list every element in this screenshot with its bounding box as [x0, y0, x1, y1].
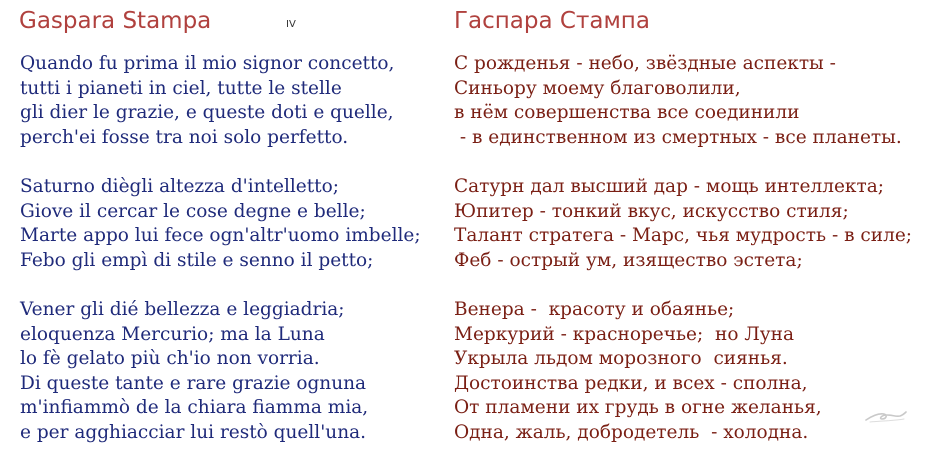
poem-line: perch'ei fosse tra noi solo perfetto.	[20, 126, 349, 148]
poem-line: lo fè gelato più ch'io non vorria.	[20, 348, 320, 370]
signature-mark	[862, 404, 910, 426]
poem-line: Saturno diègli altezza d'intelletto;	[20, 175, 339, 197]
poem-number: IV	[286, 19, 296, 30]
poem-line: e per agghiacciar lui restò quell'una.	[20, 421, 367, 443]
poem-line: Di queste tante e rare grazie ognuna	[20, 372, 367, 394]
poem-line: Феб - острый ум, изящество эстета;	[454, 249, 803, 271]
russian-poem	[454, 52, 912, 446]
stanza-gap	[454, 273, 912, 298]
poem-line: С рожденья - небо, звёздные аспекты -	[454, 53, 836, 74]
poem-line: Vener gli dié bellezza e leggiadria;	[20, 298, 345, 320]
poem-line: Достоинства редки, и всех - сполна,	[454, 372, 808, 394]
poem-line: Одна, жаль, добродетель - холодна.	[454, 421, 809, 443]
poem-line: eloquenza Mercurio; ma la Luna	[20, 323, 325, 345]
poem-line: Синьору моему благоволили,	[454, 77, 741, 99]
stanza-gap	[20, 273, 421, 298]
poem-line: Marte appo lui fece ogn'altr'uomo imbelle;	[20, 225, 421, 247]
stanza-gap	[20, 150, 421, 175]
poem-line: Quando fu prima il mio signor concetto,	[20, 53, 395, 74]
poem-line: Укрыла льдом морозного сиянья.	[454, 348, 788, 370]
poem-line: - в единственном из смертных - все планеты.	[454, 126, 902, 148]
poem-line: Меркурий - красноречье; но Луна	[454, 323, 795, 345]
stanza-gap	[454, 150, 912, 175]
poem-line: gli dier le grazie, e queste doti e quelle,	[20, 102, 394, 124]
poem-line: Венера - красоту и обаянье;	[454, 298, 735, 320]
poem-line: Сатурн дал высший дар - мощь интеллекта;	[454, 175, 884, 197]
poem-line: m'infiammò de la chiara fiamma mia,	[20, 397, 369, 419]
poem-line: Талант стратега - Марс, чья мудрость - в силе;	[454, 225, 913, 247]
poem-line: Giove il cercar le cose degne e belle;	[20, 200, 366, 222]
poem-line: в нём совершенства все соединили	[454, 102, 800, 124]
poem-line: Юпитер - тонкий вкус, искусство стиля;	[454, 200, 849, 222]
poem-title-italian: Gaspara Stampa	[19, 8, 212, 34]
italian-poem	[20, 52, 421, 446]
poem-line: От пламени их грудь в огне желанья,	[454, 397, 822, 419]
poem-title-russian: Гаспара Стампа	[454, 8, 650, 34]
poem-line: Febo gli empì di stile e senno il petto;	[20, 249, 374, 271]
poem-line: tutti i pianeti in ciel, tutte le stelle	[20, 77, 342, 99]
